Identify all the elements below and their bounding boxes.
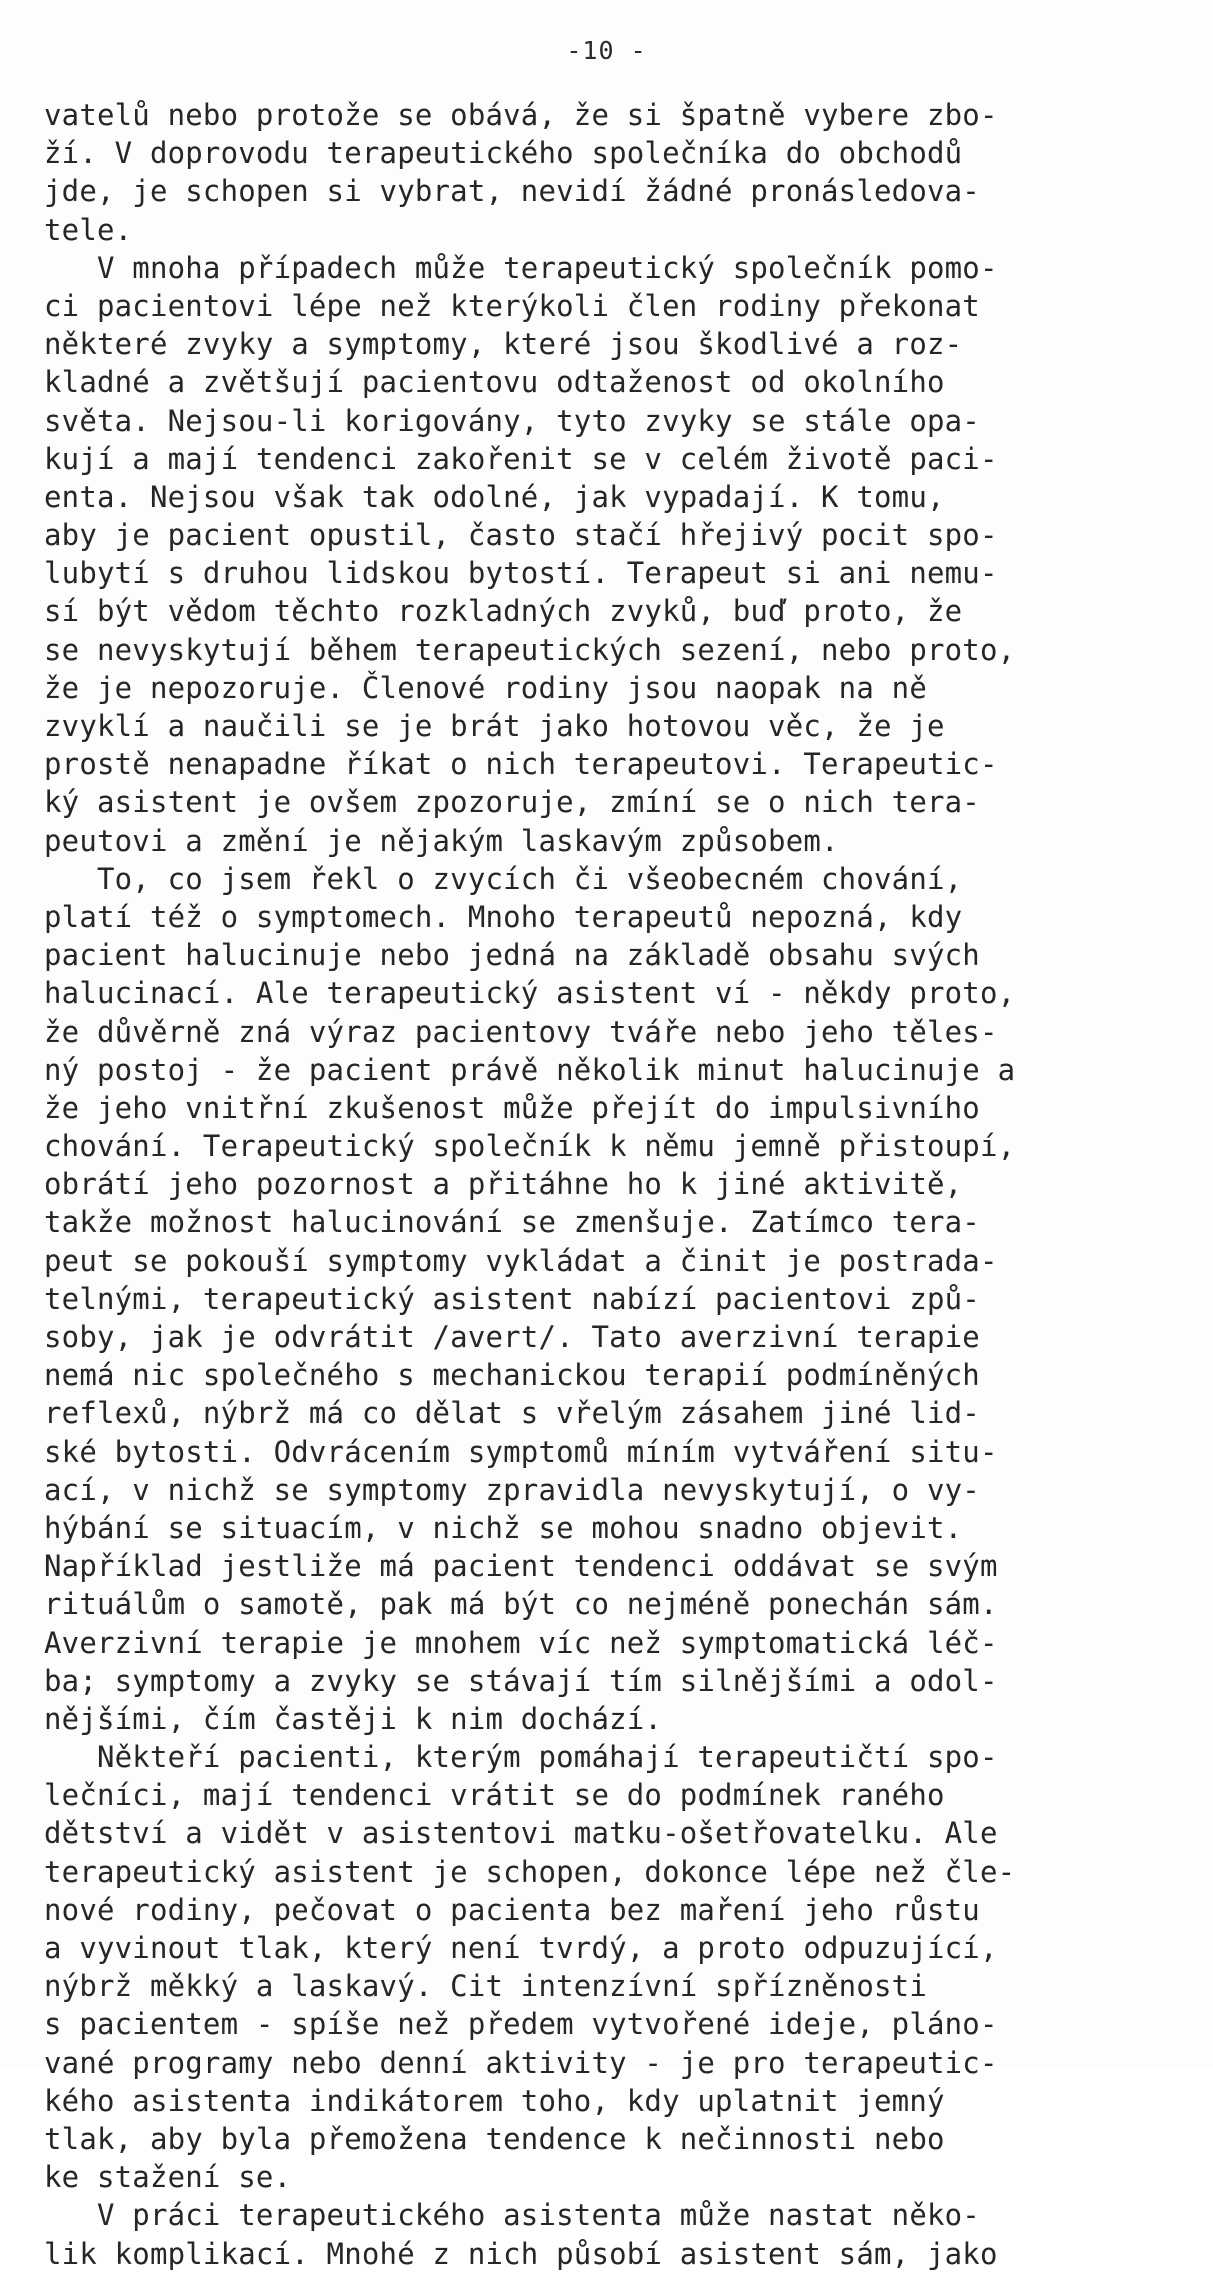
text-line: tele. (44, 212, 133, 247)
text-line: Někteří pacienti, kterým pomáhají terapeutičtí spo- (44, 1740, 998, 1775)
text-line: některé zvyky a symptomy, které jsou škodlivé a roz- (44, 327, 963, 362)
text-line: lik komplikací. Mnohé z nich působí asistent sám, jako (44, 2236, 998, 2271)
text-line: že důvěrně zná výraz pacientovy tváře nebo jeho těles- (44, 1014, 998, 1049)
text-line: že jeho vnitřní zkušenost může přejít do impulsivního (44, 1090, 980, 1125)
text-line: takže možnost halucinování se zmenšuje. Zatímco tera- (44, 1205, 980, 1240)
text-line: ské bytosti. Odvrácením symptomů míním vytváření situ- (44, 1434, 998, 1469)
text-line: sí být vědom těchto rozkladných zvyků, buď proto, že (44, 594, 963, 629)
text-line: peut se pokouší symptomy vykládat a činit je postrada- (44, 1243, 998, 1278)
text-line: nějšími, čím častěji k nim dochází. (44, 1701, 663, 1736)
text-line: soby, jak je odvrátit /avert/. Tato averzivní terapie (44, 1320, 980, 1354)
text-line: platí též o symptomech. Mnoho terapeutů nepozná, kdy (44, 899, 963, 934)
text-line: světa. Nejsou-li korigovány, tyto zvyky se stále opa- (44, 403, 980, 438)
text-line: reflexů, nýbrž má co dělat s vřelým zásahem jiné lid- (44, 1396, 980, 1431)
text-line: nové rodiny, pečovat o pacienta bez maření jeho růstu (44, 1892, 980, 1927)
text-line: prostě nenapadne říkat o nich terapeutovi. Terapeutic- (44, 747, 998, 782)
text-line: nýbrž měkký a laskavý. Cit intenzívní spřízněnosti (44, 1969, 927, 2004)
text-line: pacient halucinuje nebo jedná na základě obsahu svých (44, 938, 980, 973)
text-line: se nevyskytují během terapeutických sezení, nebo proto, (44, 632, 1016, 667)
text-line: ba; symptomy a zvyky se stávají tím silnějšími a odol- (44, 1663, 998, 1698)
text-line: rituálům o samotě, pak má být co nejméně ponechán sám. (44, 1587, 998, 1622)
text-line: ke stažení se. (44, 2160, 292, 2195)
text-line: chování. Terapeutický společník k němu jemně přistoupí, (44, 1129, 1016, 1164)
text-line: jde, je schopen si vybrat, nevidí žádné pronásledova- (44, 174, 980, 209)
text-line: To, co jsem řekl o zvycích či všeobecném chování, (44, 861, 963, 896)
text-line: dětství a vidět v asistentovi matku-ošetřovatelku. Ale (44, 1816, 998, 1851)
text-line: nemá nic společného s mechanickou terapií podmíněných (44, 1358, 980, 1393)
text-line: aby je pacient opustil, často stačí hřejivý pocit spo- (44, 518, 998, 553)
text-line: V mnoha případech může terapeutický společník pomo- (44, 250, 998, 285)
text-line: enta. Nejsou však tak odolné, jak vypadají. K tomu, (44, 479, 945, 514)
text-line: lubytí s druhou lidskou bytostí. Terapeut si ani nemu- (44, 556, 998, 591)
text-line: že je nepozoruje. Členové rodiny jsou naopak na ně (44, 670, 927, 705)
text-line: vatelů nebo protože se obává, že si špatně vybere zbo- (44, 98, 998, 132)
text-line: kladné a zvětšují pacientovu odtaženost od okolního (44, 365, 945, 400)
text-line: a vyvinout tlak, který není tvrdý, a proto odpuzující, (44, 1931, 998, 1965)
page-number: -10 - (566, 36, 647, 65)
text-line: lečníci, mají tendenci vrátit se do podmínek raného (44, 1778, 945, 1813)
text-line: ží. V doprovodu terapeutického společníka do obchodů (44, 136, 963, 171)
text-line: telnými, terapeutický asistent nabízí pacientovi způ- (44, 1281, 980, 1316)
text-line: zvyklí a naučili se je brát jako hotovou věc, že je (44, 709, 945, 743)
text-line: ný postoj - že pacient právě několik minut halucinuje a (44, 1052, 1016, 1087)
text-line: hýbání se situacím, v nichž se mohou snadno objevit. (44, 1510, 963, 1545)
text-line: halucinací. Ale terapeutický asistent ví - někdy proto, (44, 976, 1016, 1011)
text-line: ci pacientovi lépe než kterýkoli člen rodiny překonat (44, 288, 980, 323)
text-line: tlak, aby byla přemožena tendence k nečinnosti nebo (44, 2121, 945, 2156)
text-line: Averzivní terapie je mnohem víc než symptomatická léč- (44, 1625, 998, 1660)
text-line: s pacientem - spíše než předem vytvořené ideje, pláno- (44, 2007, 998, 2042)
text-line: ký asistent je ovšem zpozoruje, zmíní se o nich tera- (44, 785, 980, 820)
text-line: peutovi a změní je nějakým laskavým způsobem. (44, 823, 839, 858)
text-line: Například jestliže má pacient tendenci oddávat se svým (44, 1549, 998, 1584)
text-line: V práci terapeutického asistenta může nastat něko- (44, 2198, 980, 2233)
text-line: ací, v nichž se symptomy zpravidla nevyskytují, o vy- (44, 1472, 980, 1507)
text-line: kují a mají tendenci zakořenit se v celém životě paci- (44, 441, 998, 476)
text-line: obrátí jeho pozornost a přitáhne ho k jiné aktivitě, (44, 1167, 963, 1202)
text-line: kého asistenta indikátorem toho, kdy uplatnit jemný (44, 2083, 945, 2118)
body-text (44, 96, 1194, 2273)
text-line: terapeutický asistent je schopen, dokonce lépe než čle- (44, 1854, 1016, 1889)
text-line: vané programy nebo denní aktivity - je pro terapeutic- (44, 2045, 998, 2080)
